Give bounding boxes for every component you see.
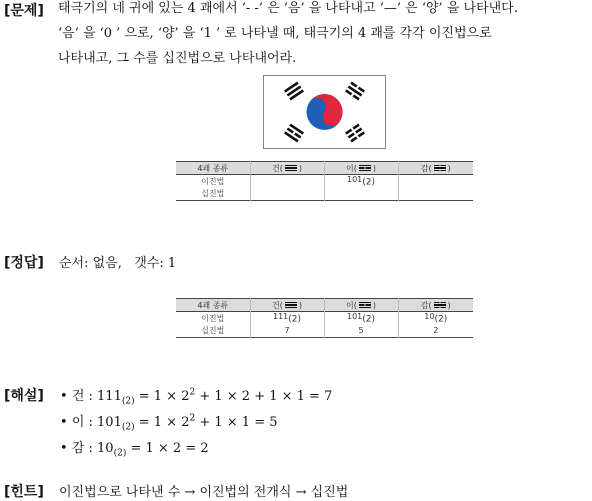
- bullet-icon: •: [60, 441, 68, 456]
- cell-binary-geon: $111_{(2)}$: [250, 312, 324, 325]
- table-header-row: [176, 299, 473, 312]
- hint-text: 이진법으로 나타낸 수 → 이진법의 전개식 → 십진법: [59, 485, 349, 500]
- table-row-binary: [176, 312, 473, 325]
- explanation-name: 감: [71, 441, 85, 456]
- cell-decimal-geon: 7: [250, 325, 324, 338]
- cell-decimal-geon: [250, 188, 324, 201]
- table-row-decimal: [176, 188, 473, 201]
- table-header-ri: 이( ): [324, 162, 398, 175]
- cell-decimal-gam: 2: [433, 326, 439, 336]
- cell-decimal-ri: 5: [324, 325, 398, 338]
- answer-text: 순서: 없음, 갯수: 1: [59, 256, 177, 271]
- cell-binary-gam: [398, 175, 473, 188]
- cell-decimal-gam: [398, 188, 473, 201]
- answer-tag: [정답]: [4, 255, 44, 271]
- gon-trigram-icon: [345, 124, 365, 143]
- row-label-decimal: 십진법: [176, 325, 250, 338]
- explanation-tag: [해설]: [4, 388, 44, 404]
- table-header-geon: 건( ): [250, 299, 324, 312]
- gam-trigram-icon: [434, 302, 446, 309]
- table-header-kind: 4괘 종류: [176, 299, 250, 312]
- problem-line-1: 태극기의 네 귀에 있는 4 괘에서 ‘- -’ 은 ‘음’ 을 나타내고 ‘—’ 은 ‘양’ 을 나타낸다.: [58, 1, 518, 16]
- cell-decimal-ri: [324, 188, 398, 201]
- explanation-name: 이: [71, 415, 85, 430]
- explanation-item-gam: • 감 : $10_{(2)} = 1 \times 2 = 2$: [60, 441, 209, 459]
- row-label-binary: 이진법: [176, 312, 250, 325]
- table-header-gam: 감( ): [420, 300, 451, 310]
- geon-trigram-icon: [285, 165, 297, 172]
- cell-binary-ri: $101_{(2)}$: [324, 312, 398, 325]
- bullet-icon: •: [60, 389, 68, 404]
- problem-tag: [문제]: [4, 3, 44, 19]
- table-header-ri: 이( ): [324, 299, 398, 312]
- taegukgi-flag: [263, 75, 386, 149]
- bullet-icon: •: [60, 415, 68, 430]
- hint-tag: [힌트]: [4, 484, 44, 500]
- row-label-decimal: 십진법: [176, 188, 250, 201]
- table-answer: [176, 298, 473, 338]
- gam-trigram-icon: [434, 165, 446, 172]
- table-header-geon: 건( ): [250, 162, 324, 175]
- cell-binary-geon: [250, 175, 324, 188]
- explanation-name: 건: [71, 389, 85, 404]
- row-label-binary: 이진법: [176, 175, 250, 188]
- problem-line-3: 나타내고, 그 수를 십진법으로 나타내어라.: [58, 51, 297, 66]
- gam-trigram-icon: [345, 82, 365, 101]
- table-row-binary: [176, 175, 473, 188]
- geon-trigram-icon: [284, 82, 304, 101]
- ri-trigram-icon: [359, 165, 371, 172]
- explanation-item-ri: • 이 : $101_{(2)} = 1 \times 2^2 + 1 \times 1 = 5$: [60, 413, 278, 433]
- taegukgi-svg: [264, 76, 385, 148]
- table-header-kind: 4괘 종류: [176, 162, 250, 175]
- geon-trigram-icon: [285, 302, 297, 309]
- table-header-row: [176, 162, 473, 175]
- taeguk-circle: [305, 87, 350, 130]
- table-row-decimal: [176, 325, 473, 338]
- table-question: [176, 161, 473, 201]
- cell-binary-gam: $10_{(2)}$: [424, 312, 448, 325]
- problem-text: [58, 0, 518, 71]
- ri-trigram-icon: [359, 302, 371, 309]
- cell-binary-ri: $101_{(2)}$: [324, 175, 398, 188]
- explanation-item-geon: • 건 : $111_{(2)} = 1 \times 2^2 + 1 \times 2 + 1 \times 1 = 7$: [60, 387, 333, 407]
- problem-line-2: ‘음’ 을 ‘0 ’ 으로, ‘양’ 을 ‘1 ’ 로 나타낼 때, 태극기의 4 괘를 각각 이진법으로: [58, 26, 492, 41]
- table-header-gam: 감( ): [420, 163, 451, 173]
- ri-trigram-icon: [284, 124, 304, 143]
